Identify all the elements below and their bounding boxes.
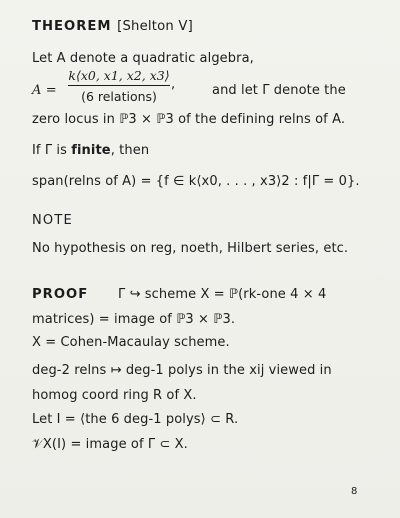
proof-line-5: homog coord ring R of X. bbox=[32, 388, 197, 403]
theorem-title: THEOREM bbox=[32, 19, 112, 34]
theorem-line-3: zero locus in ℙ3 × ℙ3 of the defining relns of A. bbox=[32, 112, 346, 127]
proof-title: PROOF bbox=[32, 287, 89, 302]
proof-line-2: matrices) = image of ℙ3 × ℙ3. bbox=[32, 312, 236, 327]
finite-emphasis: finite bbox=[71, 143, 111, 158]
fraction-denominator: (6 relations) bbox=[81, 89, 157, 104]
theorem-line-4-prefix: If Γ is bbox=[32, 143, 72, 158]
proof-line-1: Γ ↪ scheme X = ℙ(rk-one 4 × 4 bbox=[118, 287, 327, 302]
proof-line-3: X = Cohen-Macaulay scheme. bbox=[32, 335, 230, 350]
note-title: NOTE bbox=[32, 213, 73, 228]
fraction-numerator: k⟨x0, x1, x2, x3⟩ bbox=[68, 68, 170, 86]
theorem-line-4 bbox=[32, 144, 149, 157]
note-text: No hypothesis on reg, noeth, Hilbert series, etc. bbox=[32, 241, 349, 256]
proof-line-4: deg-2 relns ↦ deg-1 polys in the xij viewed in bbox=[32, 363, 332, 378]
theorem-heading bbox=[32, 20, 193, 33]
fraction-comma: , bbox=[171, 77, 176, 92]
proof-line-7: 𝒱X(I) = image of Γ ⊂ X. bbox=[32, 437, 188, 452]
theorem-line-5: span(relns of A) = {f ∈ k⟨x0, . . . , x3⟩2 : f|Γ = 0}. bbox=[32, 174, 360, 189]
proof-line-6: Let I = ⟨the 6 deg-1 polys⟩ ⊂ R. bbox=[32, 412, 239, 427]
quotient-fraction bbox=[68, 68, 170, 104]
theorem-and-let: and let Γ denote the bbox=[212, 83, 346, 98]
theorem-line-4-suffix: , then bbox=[110, 143, 150, 158]
theorem-line-1: Let A denote a quadratic algebra, bbox=[32, 51, 254, 66]
equation-lhs: A = bbox=[32, 83, 57, 98]
page-number: 8 bbox=[351, 486, 358, 497]
theorem-attribution: [Shelton V] bbox=[117, 19, 193, 34]
